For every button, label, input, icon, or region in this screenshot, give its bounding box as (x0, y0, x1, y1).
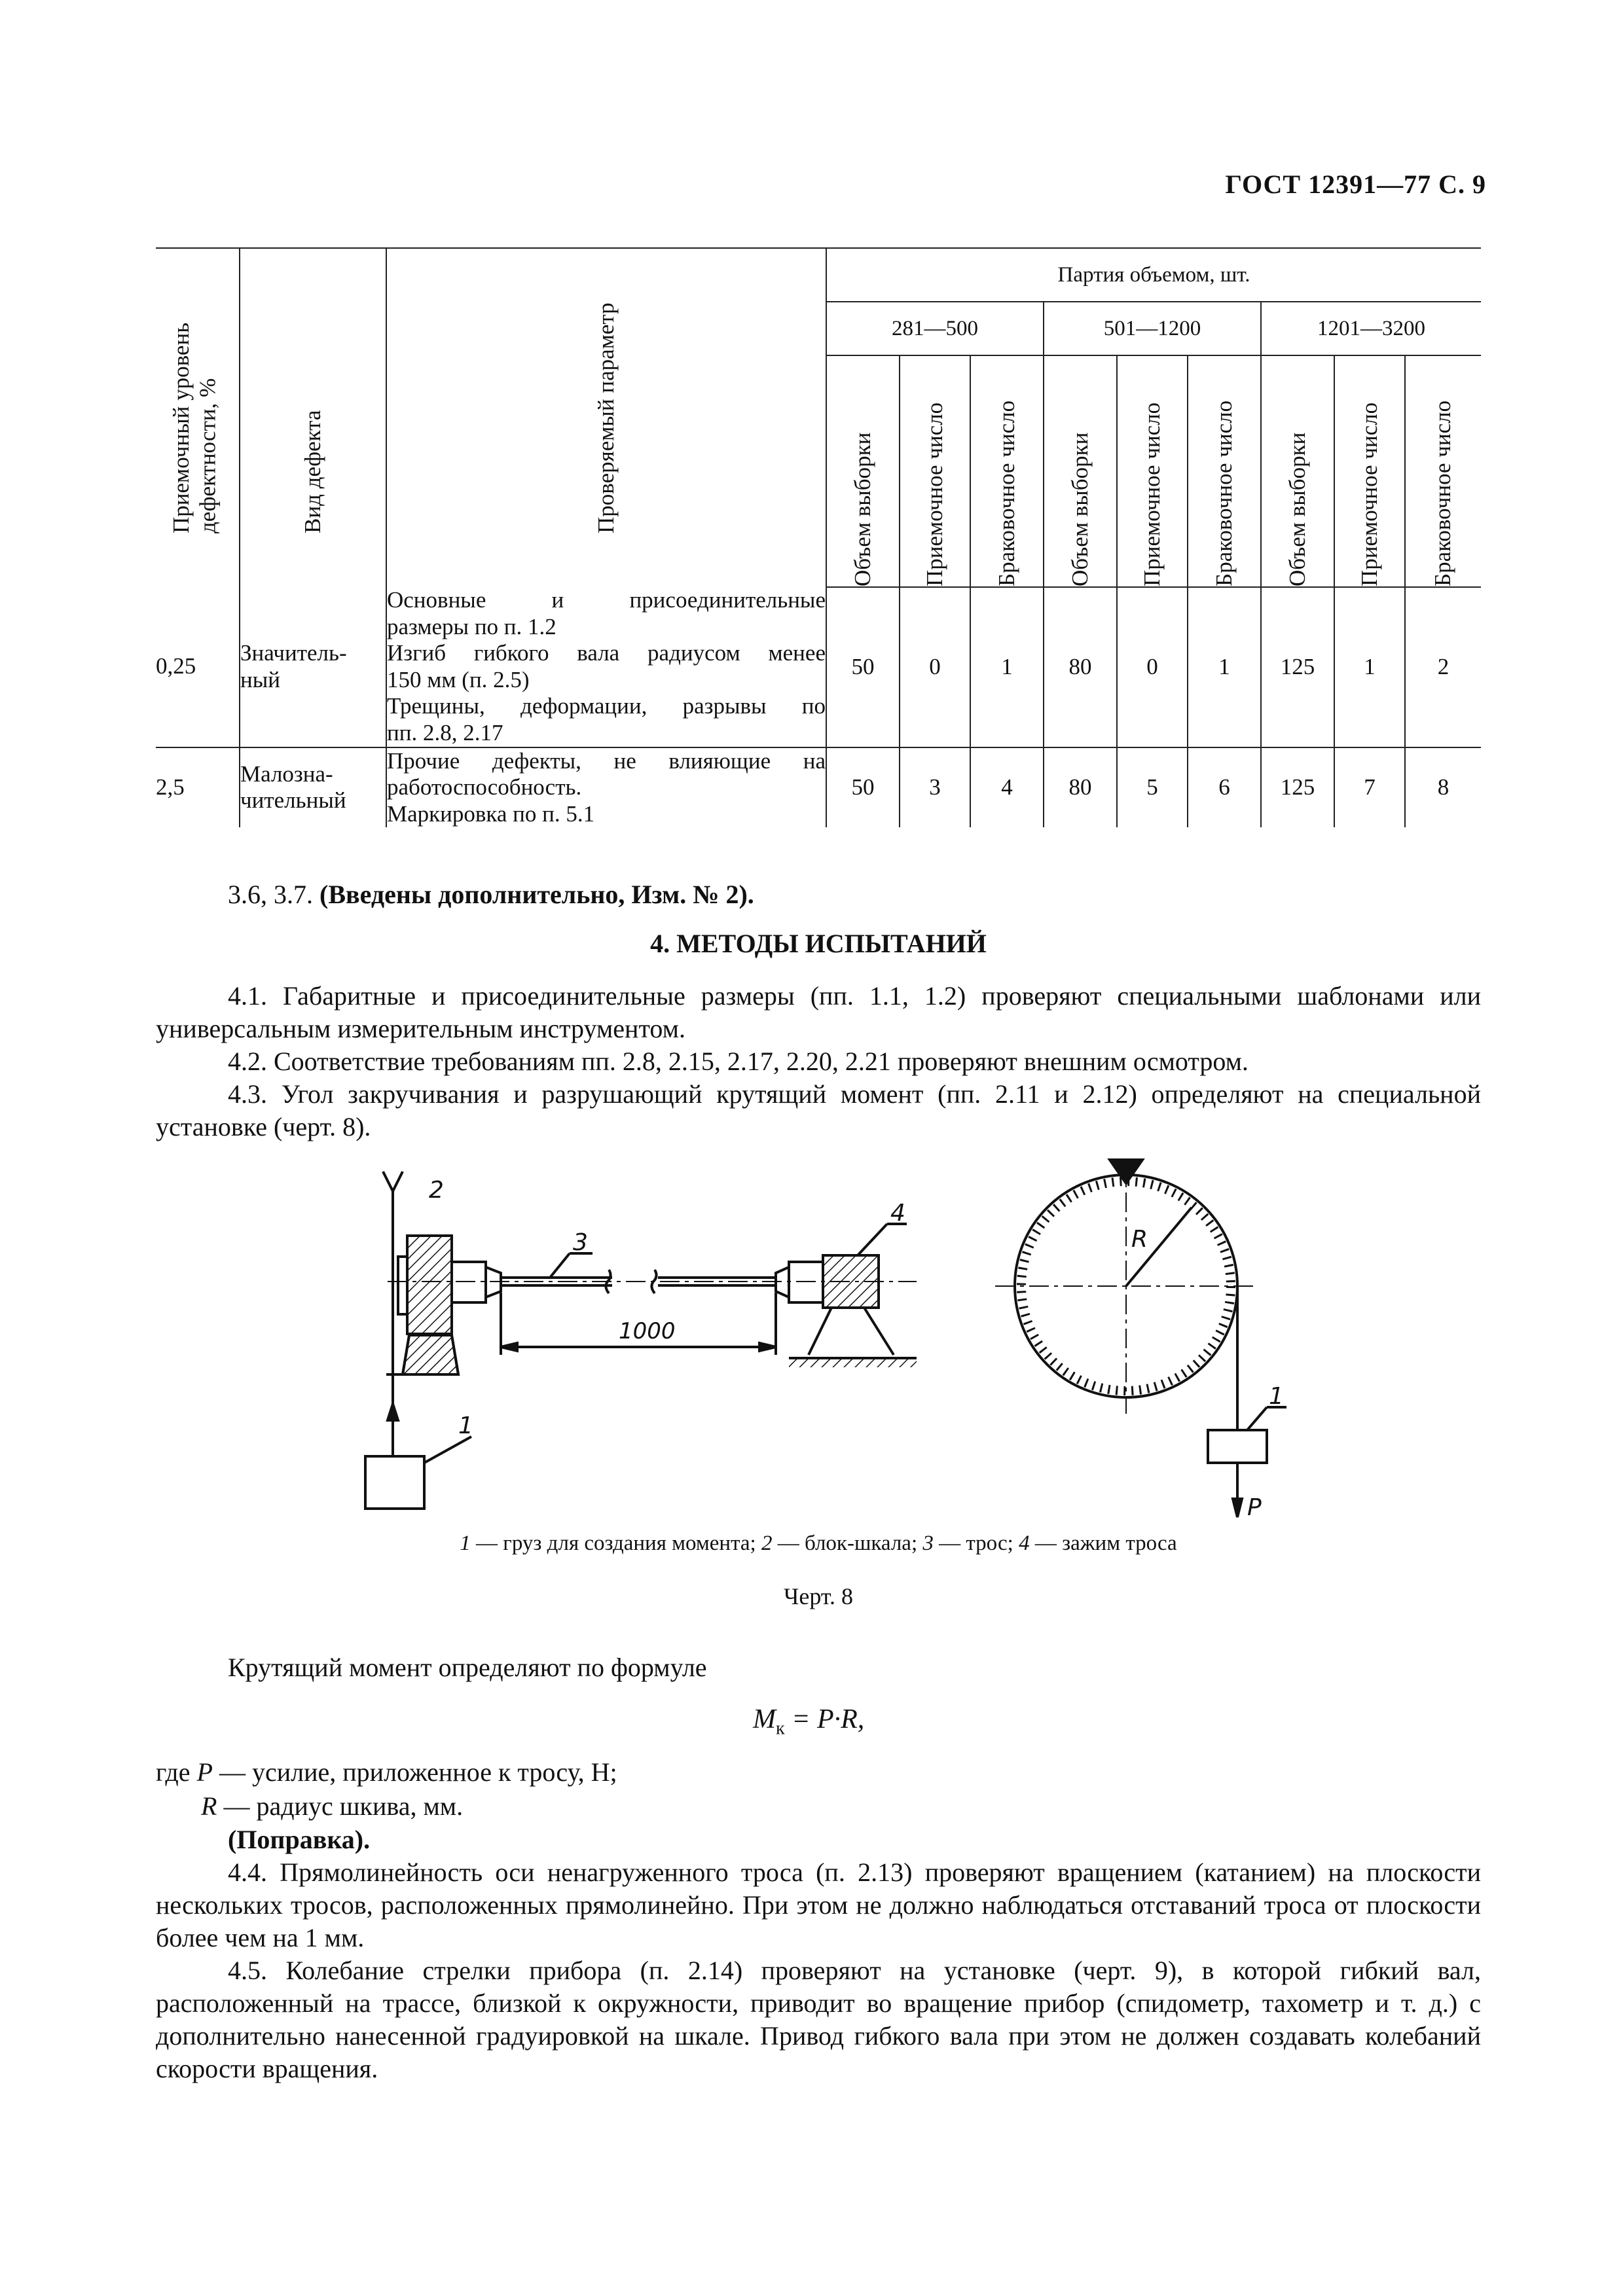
param-cell: Прочие дефекты, не влияющие на работоспособность. Маркировка по п. 5.1 (387, 747, 826, 827)
level-cell: 0,25 (156, 587, 240, 747)
sampling-table (156, 247, 1481, 827)
kind-cell: Малозна- чительный (240, 747, 386, 828)
header-param: Проверяемый параметр (386, 248, 826, 587)
formula: $M_к = P\cdot R$, (753, 1704, 865, 1739)
table-row (156, 747, 1481, 828)
header-lot-281-500: 281—500 (826, 302, 1044, 355)
header-kind: Вид дефекта (240, 248, 386, 587)
header-sample-size: Объем выборки (826, 355, 900, 587)
figure-dim-1000: 1000 (619, 1318, 676, 1344)
header-lot: Партия объемом, шт. (826, 248, 1481, 302)
value-cell: 3 (900, 747, 970, 828)
figure-label-1-left: 1 (458, 1412, 473, 1439)
header-accept-number: Приемочное число (1117, 355, 1188, 587)
figure-8-drawing (340, 1152, 1309, 1518)
value-cell: 80 (1044, 587, 1117, 747)
amendment-note: 3.6, 3.7. (Введены дополнительно, Изм. № 2). (228, 880, 754, 909)
header-sample-size: Объем выборки (1261, 355, 1334, 587)
table-row (156, 587, 1481, 747)
paragraph-4-2: 4.2. Соответствие требованиям пп. 2.8, 2.15, 2.17, 2.20, 2.21 проверяют внешним осмотром. (228, 1047, 1249, 1076)
level-cell: 2,5 (156, 747, 240, 828)
figure-caption: Черт. 8 (784, 1583, 853, 1609)
value-cell: 50 (826, 587, 900, 747)
value-cell: 0 (900, 587, 970, 747)
figure-label-3: 3 (573, 1229, 588, 1256)
paragraph-4-4: 4.4. Прямолинейность оси ненагруженного троса (п. 2.13) проверяют вращением (катанием) на плоскости нескольких тросов, расположенных прямолинейно. При этом не должно наблюдаться отставаний троса от плоскости более чем на 1 мм. (156, 1857, 1481, 1952)
paragraph-4-5: 4.5. Колебание стрелки прибора (п. 2.14) проверяют на установке (черт. 9), в которой гибкий вал, расположенный на трассе, близкой к окружности, приводит во вращение прибор (спидометр, тахометр и т. д.) с дополнительно нанесенной градуировкой на шкале. Привод гибкого вала при этом не должен создавать колебаний скорости вращения. (156, 1956, 1481, 2083)
value-cell: 125 (1261, 747, 1334, 828)
value-cell: 2 (1405, 587, 1481, 747)
value-cell: 1 (1334, 587, 1405, 747)
header-accept-number: Приемочное число (900, 355, 970, 587)
header-level: Приемочный уровень дефектности, % (156, 248, 240, 587)
header-reject-number: Браковочное число (970, 355, 1044, 587)
value-cell: 5 (1117, 747, 1188, 828)
figure-label-R: R (1131, 1226, 1148, 1253)
page-header: ГОСТ 12391—77 С. 9 (1225, 170, 1486, 199)
param-cell: Основные и присоединительные размеры по п. 1.2 Изгиб гибкого вала радиусом менее 150 мм (п. 2.5) Трещины, деформации, разрывы по пп. 2.8, 2.17 (386, 587, 826, 747)
value-cell: 50 (826, 747, 900, 828)
value-cell: 1 (1188, 587, 1261, 747)
header-sample-size: Объем выборки (1044, 355, 1117, 587)
figure-label-4: 4 (890, 1200, 905, 1227)
header-lot-1201-3200: 1201—3200 (1261, 302, 1481, 355)
figure-label-P: P (1247, 1494, 1262, 1518)
header-lot-501-1200: 501—1200 (1044, 302, 1261, 355)
amendment-label: (Поправка). (228, 1825, 371, 1854)
value-cell: 0 (1117, 587, 1188, 747)
header-reject-number: Браковочное число (1405, 355, 1481, 587)
value-cell: 7 (1334, 747, 1405, 828)
section-title: 4. МЕТОДЫ ИСПЫТАНИЙ (650, 929, 987, 958)
paragraph-4-3: 4.3. Угол закручивания и разрушающий крутящий момент (пп. 2.11 и 2.12) определяют на специальной установке (черт. 8). (156, 1079, 1481, 1141)
paragraph-4-1: 4.1. Габаритные и присоединительные размеры (пп. 1.1, 1.2) проверяют специальными шаблонами или универсальным измерительным инструментом. (156, 981, 1481, 1043)
header-accept-number: Приемочное число (1334, 355, 1405, 587)
value-cell: 80 (1044, 747, 1117, 828)
formula-definition-r: R — радиус шкива, мм. (201, 1791, 464, 1821)
value-cell: 6 (1188, 747, 1261, 828)
figure-label-1-right: 1 (1269, 1383, 1284, 1410)
value-cell: 4 (970, 747, 1044, 828)
value-cell: 1 (970, 587, 1044, 747)
value-cell: 125 (1261, 587, 1334, 747)
value-cell: 8 (1405, 747, 1481, 828)
figure-legend: 1 — груз для создания момента; 2 — блок-шкала; 3 — трос; 4 — зажим троса (460, 1532, 1177, 1555)
kind-cell: Значитель- ный (240, 587, 386, 747)
figure-label-2: 2 (429, 1177, 444, 1204)
header-reject-number: Браковочное число (1188, 355, 1261, 587)
formula-definition-p: где P — усилие, приложенное к тросу, Н; (156, 1757, 617, 1787)
formula-intro: Крутящий момент определяют по формуле (228, 1653, 707, 1682)
